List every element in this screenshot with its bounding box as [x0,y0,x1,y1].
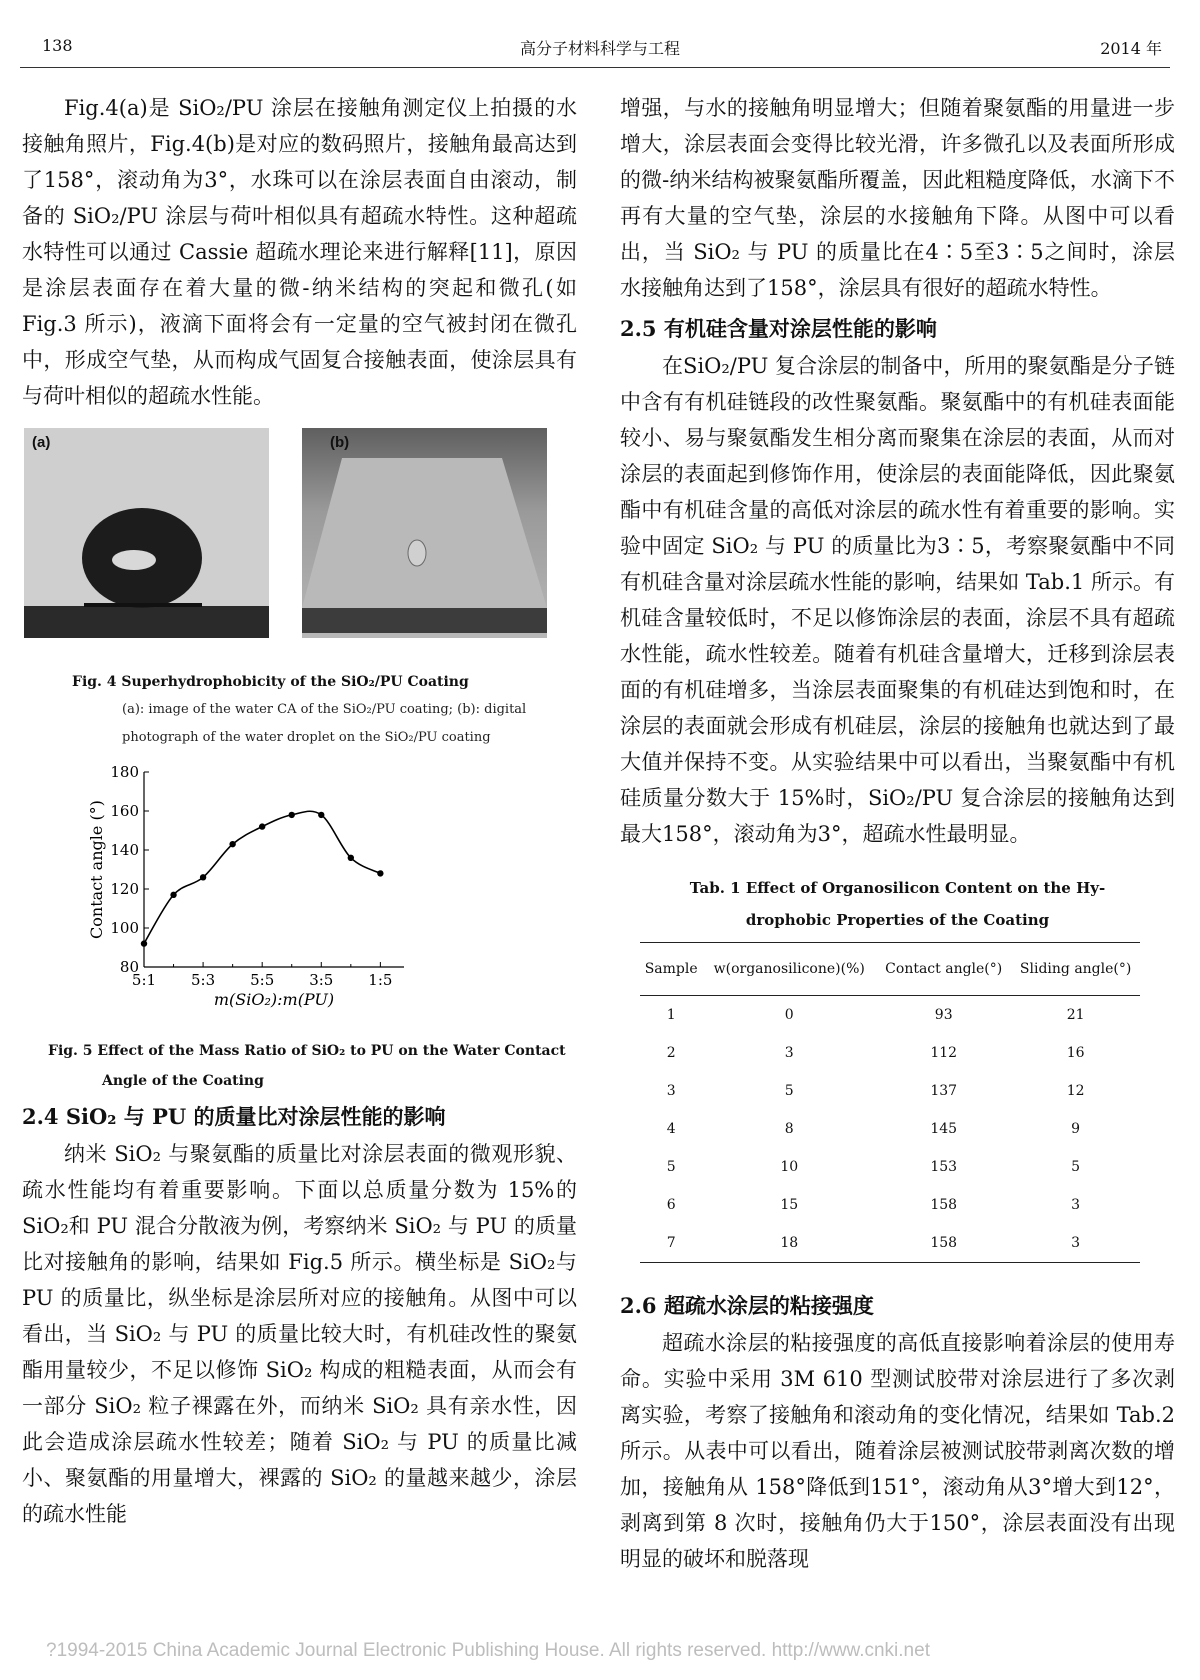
table-cell: 15 [780,1197,799,1213]
table-1-title-line1: Tab. 1 Effect of Organosilicon Content on the Hy- [689,879,1106,897]
table-cell: 93 [934,1007,953,1023]
page-header [20,36,1180,66]
data-point [377,870,383,876]
table-row [640,1034,1140,1072]
paragraph: Fig.4(a)是 SiO₂/PU 涂层在接触角测定仪上拍摄的水接触角照片，Fig.4(b)是对应的数码照片，接触角最高达到了158°，滚动角为3°，水珠可以在涂层表面自由滚动，制备的 SiO₂/PU 涂层与荷叶相似具有超疏水特性。这种超疏水特性可以通过 Cassie 超疏水理论来进行解释[11]，原因是涂层表面存在着大量的微-纳米结构的突起和微孔(如 Fig.3 所示)，液滴下面将会有一定量的空气被封闭在微孔中，形成空气垫，从而构成气固复合接触表面，使涂层具有与荷叶相似的超疏水性能。 [22,96,577,408]
table-cell: 16 [1066,1045,1085,1061]
table-header: Sample [644,961,698,977]
figure-label-b: (b) [330,434,350,451]
table-cell: 6 [666,1197,676,1213]
contact-angle-chart [84,760,484,1030]
paragraph: 超疏水涂层的粘接强度的高低直接影响着涂层的使用寿命。实验中采用 3M 610 型测试胶带对涂层进行了多次剥离实验，考察了接触角和滚动角的变化情况，结果如 Tab.2 所示。从表中可以看出，随着涂层被测试胶带剥离次数的增加，接触角从 158°降低到151°，滚动角从3°增大到12°，剥离到第 8 次时，接触角仍大于150°，涂层表面没有出现明显的破坏和脱落现 [620,1331,1175,1571]
table-cell: 153 [930,1159,958,1175]
data-point [200,874,206,880]
figure-5-chart [84,760,484,1030]
table-row [640,1186,1140,1224]
x-tick-label: 5:5 [250,971,275,989]
section-2-6-heading: 2.6 超疏水涂层的粘接强度 [620,1293,874,1318]
coated-slide-image [302,428,547,638]
left-column [22,90,577,1538]
table-row [640,1110,1140,1148]
table-cell: 8 [784,1121,794,1137]
table-row [640,1224,1140,1263]
table-cell: 145 [930,1121,958,1137]
figure-4-caption [72,668,577,752]
y-tick-label: 140 [110,841,139,859]
data-point [141,940,147,946]
x-axis-label: m(SiO₂):m(PU) [213,990,335,1009]
watermark: ?1994-2015 China Academic Journal Electronic Publishing House. All rights reserved. http://www.cnki.net [46,1640,930,1661]
table-cell: 9 [1071,1121,1081,1137]
table-cell: 18 [780,1235,799,1251]
table-cell: 5 [1071,1159,1081,1175]
paragraph: 在SiO₂/PU 复合涂层的制备中，所用的聚氨酯是分子链中含有有机硅链段的改性聚氨酯。聚氨酯中的有机硅表面能较小、易与聚氨酯发生相分离而聚集在涂层的表面，从而对涂层的表面起到修饰作用，使涂层的表面能降低，因此聚氨酯中有机硅含量的高低对涂层的疏水性有着重要的影响。实验中固定 SiO₂ 与 PU 的质量比为3∶5，考察聚氨酯中不同有机硅含量对涂层疏水性能的影响，结果如 Tab.1 所示。有机硅含量较低时，不足以修饰涂层的表面，涂层不具有超疏水性能，疏水性较差。随着有机硅含量增大，迁移到涂层表面的有机硅增多，当涂层表面聚集的有机硅达到饱和时，在涂层的表面就会形成有机硅层，涂层的接触角也就达到了最大值并保持不变。从实验结果中可以看出，当聚氨酯中有机硅质量分数大于 15%时，SiO₂/PU 复合涂层的接触角达到最大158°，滚动角为3°，超疏水性最明显。 [620,354,1175,846]
paragraph: 纳米 SiO₂ 与聚氨酯的质量比对涂层表面的微观形貌、疏水性能均有着重要影响。下面以总质量分数为 15%的SiO₂和 PU 混合分散液为例，考察纳米 SiO₂ 与 PU 的质量比对接触角的影响，结果如 Fig.5 所示。横坐标是 SiO₂与 PU 的质量比，纵坐标是涂层所对应的接触角。从图中可以看出，当 SiO₂ 与 PU 的质量比较大时，有机硅改性的聚氨酯用量较少，不足以修饰 SiO₂ 构成的粗糙表面，从而会有一部分 SiO₂ 粒子裸露在外，而纳米 SiO₂ 具有亲水性，因此会造成涂层疏水性较差；随着 SiO₂ 与 PU 的质量比减小、聚氨酯的用量增大，裸露的 SiO₂ 的量越来越少，涂层的疏水性能 [22,1142,577,1526]
x-tick-label: 3:5 [309,971,334,989]
table-cell: 137 [930,1083,958,1099]
journal-name: 高分子材料科学与工程 [519,39,680,58]
figure-5-title-line2: Angle of the Coating [102,1073,264,1089]
figure-5-title-line1: Fig. 5 Effect of the Mass Ratio of SiO₂ to PU on the Water Contact [48,1043,566,1059]
table-cell: 5 [784,1083,794,1099]
year: 2014 年 [1100,39,1162,58]
section-2-4-heading: 2.4 SiO₂ 与 PU 的质量比对涂层性能的影响 [22,1104,446,1129]
right-column [620,90,1175,1583]
data-point [289,812,295,818]
table-cell: 158 [930,1197,958,1213]
y-tick-label: 180 [110,763,139,781]
data-point [229,841,235,847]
table-cell: 3 [1071,1235,1081,1251]
table-row [640,1148,1140,1186]
contact-angle-photo [24,428,269,638]
series-line [144,811,380,943]
table-cell: 0 [784,1007,794,1023]
figure-5-caption [48,1036,577,1096]
y-tick-label: 100 [110,919,139,937]
figure-label-a: (a) [32,434,51,451]
table-1-title-line2: drophobic Properties of the Coating [745,911,1050,929]
table-cell: 10 [780,1159,799,1175]
table-header: w(organosilicone)(%) [713,961,865,977]
header-rule [20,67,1170,68]
paragraph: 增强，与水的接触角明显增大；但随着聚氨酯的用量进一步增大，涂层表面会变得比较光滑，许多微孔以及表面所形成的微-纳米结构被聚氨酯所覆盖，因此粗糙度降低，水滴下不再有大量的空气垫，涂层的水接触角下降。从图中可以看出，当 SiO₂ 与 PU 的质量比在4∶5至3∶5之间时，涂层水接触角达到了158°，涂层具有很好的超疏水特性。 [620,96,1175,300]
x-tick-label: 1:5 [368,971,393,989]
data-point [170,892,176,898]
table-header: Sliding angle(°) [1019,961,1132,977]
table-cell: 7 [666,1235,676,1251]
table-cell: 158 [930,1235,958,1251]
data-point [348,855,354,861]
table-1 [640,942,1140,1263]
table-cell: 4 [666,1121,676,1137]
figure-4-description: (a): image of the water CA of the SiO₂/PU coating; (b): digital photograph of the water droplet on the SiO₂/PU coating [122,702,527,745]
x-tick-label: 5:1 [131,971,157,989]
y-tick-label: 80 [119,958,139,976]
table-header: Contact angle(°) [885,961,1003,977]
page-number: 138 [42,36,73,55]
table-1-title [620,872,1175,936]
x-tick-label: 5:3 [191,971,216,989]
data-point [318,812,324,818]
table-row [640,1072,1140,1110]
table-cell: 2 [666,1045,676,1061]
y-axis-label: Contact angle (°) [87,800,106,939]
data-point [259,823,265,829]
table-cell: 3 [666,1083,676,1099]
table-cell: 1 [666,1007,676,1023]
table-cell: 12 [1066,1083,1085,1099]
table-header-row [640,943,1140,996]
table-cell: 112 [930,1045,958,1061]
droplet-image [24,428,269,638]
section-2-5-heading: 2.5 有机硅含量对涂层性能的影响 [620,316,937,341]
figure-4 [22,428,577,678]
y-tick-label: 160 [110,802,139,820]
table-cell: 5 [666,1159,676,1175]
table-row [640,996,1140,1035]
table-cell: 3 [784,1045,794,1061]
table-cell: 21 [1066,1007,1085,1023]
y-tick-label: 120 [110,880,139,898]
table-cell: 3 [1071,1197,1081,1213]
digital-photo [302,428,547,638]
figure-4-title: Fig. 4 Superhydrophobicity of the SiO₂/PU Coating [72,674,469,690]
